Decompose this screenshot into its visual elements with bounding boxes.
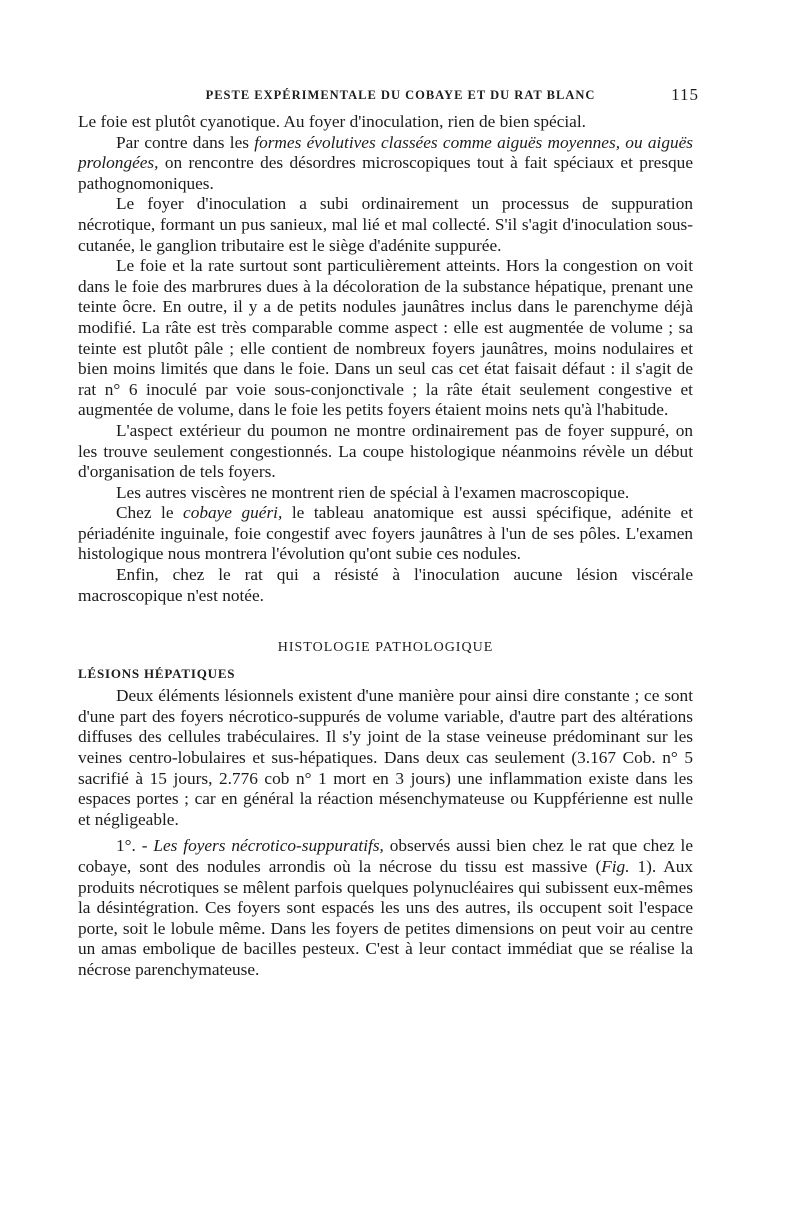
paragraph-1: Le foie est plutôt cyanotique. Au foyer d'inoculation, rien de bien spécial.: [78, 112, 586, 131]
paragraph-7-text-b: le tableau anatomique est aussi spécifique, adénite et périadénite inguinale, foie congestif avec foyers jaunâtres à l'un de ses pôles. L'examen histologique nous montrera l'évolution qu'ont subie ces nodules.: [78, 503, 693, 564]
figure-reference: Fig.: [601, 857, 630, 876]
body-text: [78, 112, 693, 606]
paragraph-7: [78, 503, 693, 565]
paragraph-8: Enfin, chez le rat qui a résisté à l'inoculation aucune lésion viscérale macroscopique n'est notée.: [78, 565, 693, 605]
paragraph-10-text-b: observés aussi bien chez le rat que chez le cobaye, sont des nodules arrondis où la nécrose du tissu est massive (: [78, 836, 693, 876]
paragraph-7-italic: cobaye guéri,: [183, 503, 283, 523]
paragraph-10: [78, 836, 693, 980]
paragraph-2-text-a: Par contre dans les: [116, 132, 255, 152]
paragraph-4: Le foie et la rate surtout sont particulièrement atteints. Hors la congestion on voit dans le foie des marbrures dues à la décoloration de la substance hépatique, prenant une teinte ôcre. En outre, il y a de petits nodules jaunâtres inclus dans le parenchyme déjà modifié. La râte est très comparable comme aspect : elle est augmentée de volume ; sa teinte est plutôt pâle ; elle contient de nombreux foyers jaunâtres, moins nodulaires et bien moins limités que dans le foie. Dans un seul cas cet état faisait défaut : il s'agit de rat n° 6 inoculé par voie sous-conjonctivale ; la râte était seulement congestive et augmentée de volume, dans le foie les petits foyers étaient moins nets qu'à l'habitude.: [78, 256, 693, 420]
paragraph-2-italic: formes évolutives classées comme aiguës moyennes, ou aiguës prolongées,: [78, 132, 693, 173]
subsection-title: LÉSIONS HÉPATIQUES: [78, 666, 236, 682]
section-title: HISTOLOGIE PATHOLOGIQUE: [277, 640, 494, 656]
paragraph-10-text-c: 1). Aux produits nécrotiques se mêlent parfois quelques polynucléaires qui subissent eux-mêmes la désintégration. Ces foyers sont espacés les uns des autres, ils occupent soit l'espace porte, soit le lobule même. Dans les foyers de petites dimensions on peut voir au centre un amas embolique de bacilles pesteux. C'est à leur contact immédiat que se réalise la nécrose parenchymateuse.: [78, 857, 693, 979]
running-title: PESTE EXPÉRIMENTALE DU COBAYE ET DU RAT BLANC: [205, 88, 596, 102]
body-text-histology: [78, 686, 693, 980]
paragraph-2: [78, 133, 693, 195]
paragraph-9: Deux éléments lésionnels existent d'une manière pour ainsi dire constante ; ce sont d'une part des foyers nécrotico-suppurés de volume variable, d'autre part des altérations diffuses des cellules trabéculaires. Il s'y joint de la stase veineuse prédominant sur les veines centro-lobulaires et sus-hépatiques. Dans deux cas seulement (3.167 Cob. n° 5 sacrifié à 15 jours, 2.776 cob n° 1 mort en 3 jours) une inflammation existe dans les espaces portes ; car en général la réaction mésenchymateuse ou Kuppférienne est nulle et négligeable.: [78, 686, 693, 829]
paragraph-10-italic: Les foyers nécrotico-suppuratifs,: [153, 836, 384, 856]
page-header: [78, 85, 699, 112]
page-number: 115: [671, 85, 699, 104]
paragraph-3: Le foyer d'inoculation a subi ordinairement un processus de suppuration nécrotique, formant un pus sanieux, mal lié et mal collecté. S'il s'agit d'inoculation sous-cutanée, le ganglion tributaire est le siège d'adénite suppurée.: [78, 194, 693, 255]
paragraph-2-text-b: on rencontre des désordres microscopiques tout à fait spéciaux et presque pathognomoniques.: [78, 153, 693, 193]
paragraph-5: L'aspect extérieur du poumon ne montre ordinairement pas de foyer suppuré, on les trouve seulement congestionnés. La coupe histologique néanmoins révèle un début d'organisation de tels foyers.: [78, 420, 693, 482]
paragraph-6: Les autres viscères ne montrent rien de spécial à l'examen macroscopique.: [116, 482, 630, 502]
paragraph-10-text-a: 1°. -: [116, 836, 154, 856]
document-page: [78, 85, 699, 981]
paragraph-7-text-a: Chez le: [116, 503, 184, 523]
